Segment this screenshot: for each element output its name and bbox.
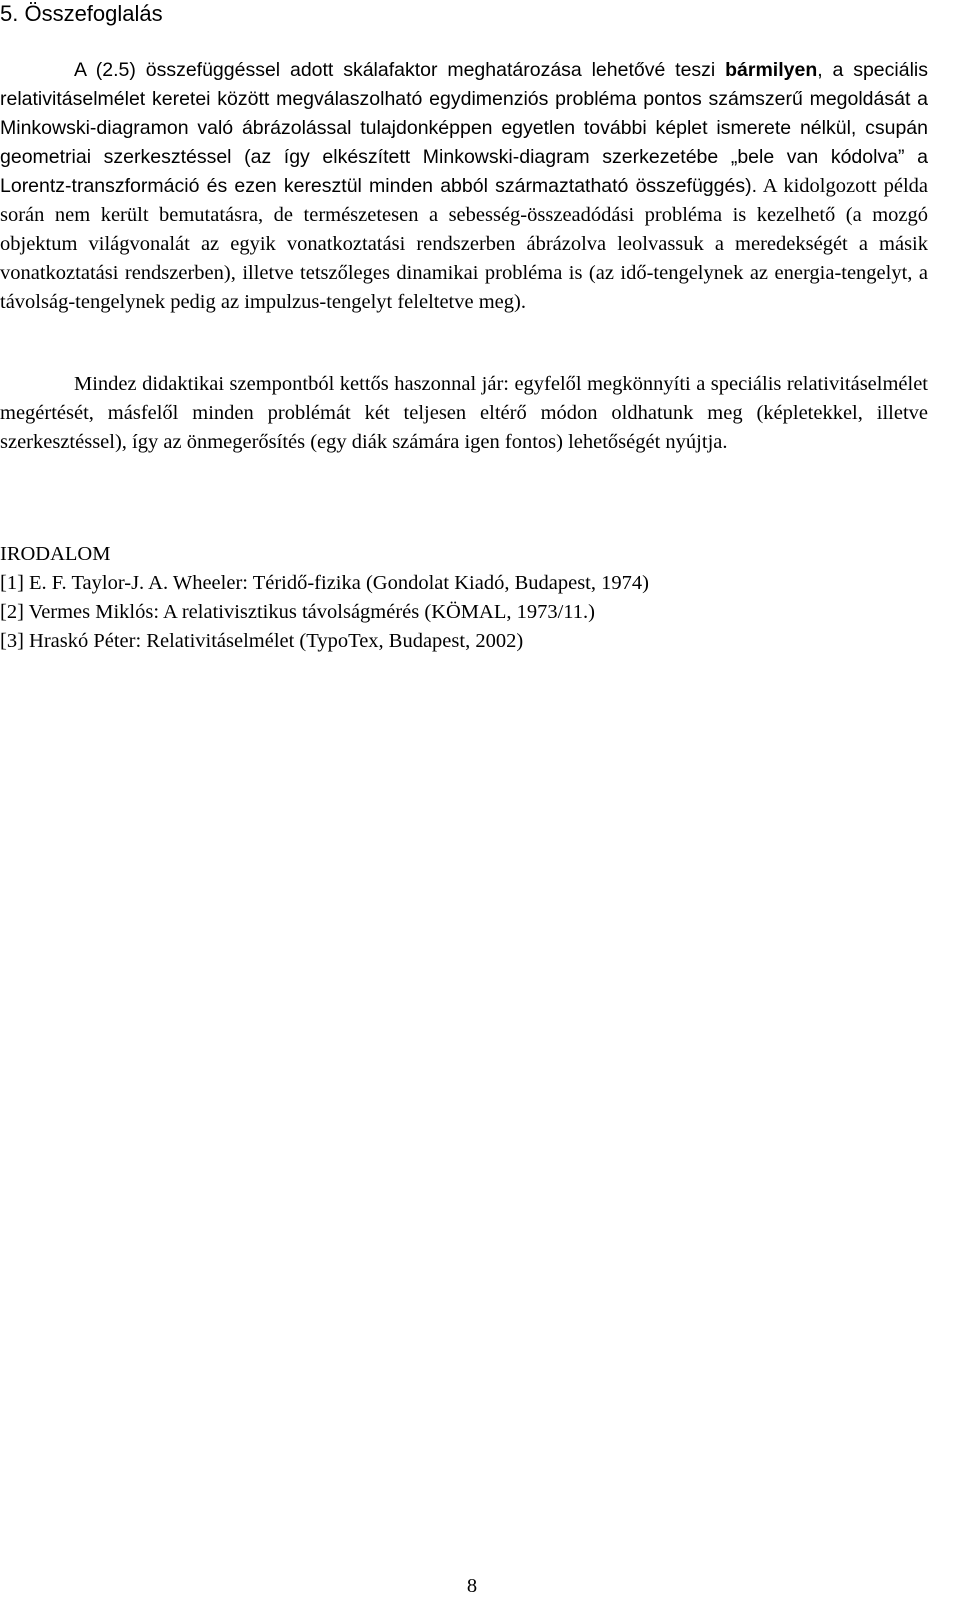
references-heading: IRODALOM <box>0 543 111 565</box>
summary-paragraph-2: Mindez didaktikai szempontból kettős haszonnal jár: egyfelől megkönnyíti a speciális relativitáselmélet megértését, másfelől minden problémát két teljesen eltérő módon oldhatunk meg (képletekkel, illetve szerkesztéssel), így az önmegerősítés (egy diák számára igen fontos) lehetőségét nyújtja. <box>0 373 928 453</box>
references-section <box>0 540 649 656</box>
page-number: 8 <box>466 1575 478 1597</box>
summary-paragraph-1 <box>0 56 928 317</box>
reference-item: [3] Hraskó Péter: Relativitáselmélet (TypoTex, Budapest, 2002) <box>0 630 524 652</box>
paragraph-1-main-run: , a speciális relativitáselmélet keretei között megválaszolható egydimenziós probléma pontos számszerű megoldását a Minkowski-diagramon való ábrázolással tulajdonképpen egyetlen további képlet ismerete nélkül, csupán geometriai szerkesztéssel (az így elkészített Minkowski-diagram szerkezetébe „bele van kódolva” a Lorentz-transzformáció és ezen keresztül minden abból származtatható összefüggés). <box>0 59 928 197</box>
reference-item: [2] Vermes Miklós: A relativisztikus távolságmérés (KÖMAL, 1973/11.) <box>0 601 595 623</box>
paragraph-1-closing-run: A kidolgozott példa során nem került bemutatásra, de természetesen a sebesség-összeadódási probléma is kezelhető (a mozgó objektum világvonalát az egyik vonatkoztatási rendszerben ábrázolva leolvassuk a meredekségét a másik vonatkoztatási rendszerben), illetve tetszőleges dinamikai probléma is (az idő-tengelynek az energia-tengelyt, a távolság-tengelynek pedig az impulzus-tengelyt feleltetve meg). <box>0 175 928 313</box>
paragraph-1-emphasis: bármilyen <box>725 59 818 81</box>
paragraph-1-intro-run: A (2.5) összefüggéssel adott skálafaktor meghatározása lehetővé teszi <box>74 59 726 81</box>
reference-item: [1] E. F. Taylor-J. A. Wheeler: Téridő-fizika (Gondolat Kiadó, Budapest, 1974) <box>0 572 649 594</box>
section-title: 5. Összefoglalás <box>0 1 163 26</box>
